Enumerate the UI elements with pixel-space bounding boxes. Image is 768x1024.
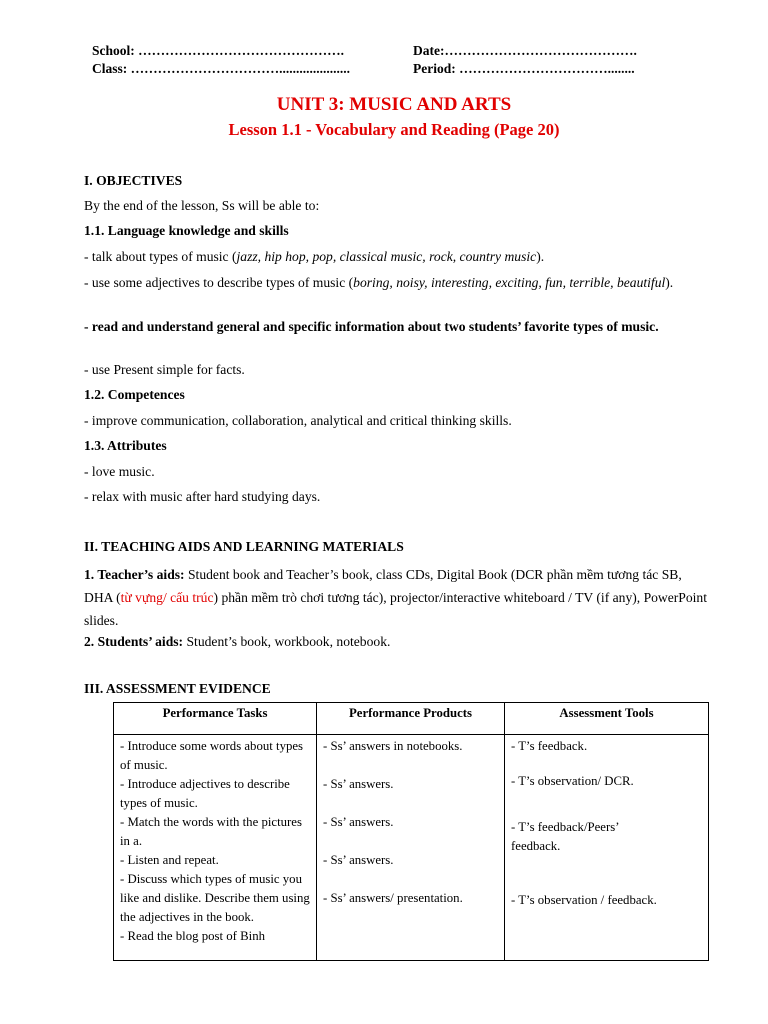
task-item: - Match the words with the pictures in a. <box>120 815 302 848</box>
bullet-italic: jazz, hip hop, pop, classical music, rock, country music <box>236 249 537 264</box>
objectives-heading: I. OBJECTIVES <box>84 173 183 188</box>
teacher-aids-text: Student book and Teacher’s book, class CDs, Digital Book (DCR phần mềm tương tác SB, DHA ( <box>84 567 682 605</box>
aids-heading: II. TEACHING AIDS AND LEARNING MATERIALS <box>84 539 404 554</box>
assessment-heading: III. ASSESSMENT EVIDENCE <box>84 681 271 696</box>
tool-item: - T’s observation / feedback. <box>511 893 657 907</box>
tasks-cell <box>114 735 317 961</box>
task-item: - Listen and repeat. <box>120 853 219 867</box>
tool-item: - T’s feedback. <box>511 739 588 753</box>
attribute-bullet-love: - love music. <box>84 464 155 479</box>
table-header-row <box>114 703 709 735</box>
assessment-table <box>113 702 709 961</box>
teacher-aids <box>84 563 709 632</box>
bullet-suffix: ). <box>536 249 545 264</box>
date-field: Date:……………………………………. <box>413 43 637 58</box>
objectives-intro: By the end of the lesson, Ss will be able to: <box>84 198 320 213</box>
attribute-bullet-relax: - relax with music after hard studying days. <box>84 489 321 504</box>
objective-bullet-reading: - read and understand general and specific information about two students’ favorite types of music. <box>84 319 659 334</box>
products-cell <box>317 735 505 961</box>
period-field: Period: ……………………………........ <box>413 61 635 76</box>
section-1-3-heading: 1.3. Attributes <box>84 438 167 453</box>
bullet-prefix: - talk about types of music ( <box>84 249 237 264</box>
section-1-2-heading: 1.2. Competences <box>84 387 185 402</box>
tool-item: - T’s observation/ DCR. <box>511 774 634 788</box>
unit-title: UNIT 3: MUSIC AND ARTS <box>276 94 512 115</box>
bullet-suffix: ). <box>665 275 674 290</box>
lesson-title: Lesson 1.1 - Vocabulary and Reading (Page 20) <box>228 120 560 139</box>
objective-bullet-adjectives <box>84 273 679 292</box>
task-item: - Read the blog post of Binh <box>120 929 266 943</box>
objective-bullet-present-simple: - use Present simple for facts. <box>84 362 245 377</box>
bullet-italic: boring, noisy, interesting, exciting, fun, terrible, beautiful <box>353 275 666 290</box>
tool-item: - T’s feedback/Peers’ feedback. <box>511 820 619 853</box>
table-row <box>114 735 709 961</box>
tools-cell <box>505 735 709 961</box>
column-header: Performance Tasks <box>114 703 317 735</box>
section-1-1-heading: 1.1. Language knowledge and skills <box>84 223 289 238</box>
product-item: - Ss’ answers. <box>323 777 394 791</box>
task-item: - Introduce adjectives to describe types of music. <box>120 777 290 810</box>
column-header: Performance Products <box>317 703 505 735</box>
teacher-aids-label: 1. Teacher’s aids: <box>84 567 185 582</box>
task-item: - Discuss which types of music you like and dislike. Describe them using the adjectives in the book. <box>120 872 310 924</box>
teacher-aids-red: từ vựng/ cấu trúc <box>120 590 214 605</box>
task-item: - Introduce some words about types of music. <box>120 739 304 772</box>
class-field: Class: ……………………………..................... <box>92 61 351 76</box>
objective-bullet-music-types <box>84 247 544 266</box>
bullet-prefix: - use some adjectives to describe types of music ( <box>84 275 354 290</box>
competence-bullet: - improve communication, collaboration, analytical and critical thinking skills. <box>84 413 512 428</box>
school-field: School: ………………………………………. <box>92 43 345 58</box>
students-aids-text: Student’s book, workbook, notebook. <box>183 634 391 649</box>
column-header: Assessment Tools <box>505 703 709 735</box>
product-item: - Ss’ answers/ presentation. <box>323 891 463 905</box>
product-item: - Ss’ answers. <box>323 815 394 829</box>
product-item: - Ss’ answers in notebooks. <box>323 739 463 753</box>
product-item: - Ss’ answers. <box>323 853 394 867</box>
students-aids <box>84 632 390 651</box>
teacher-aids-text-2: ) phần mềm trò chơi tương tác), projector/interactive whiteboard / TV (if any), PowerPoint slides. <box>84 590 708 628</box>
students-aids-label: 2. Students’ aids: <box>84 634 184 649</box>
